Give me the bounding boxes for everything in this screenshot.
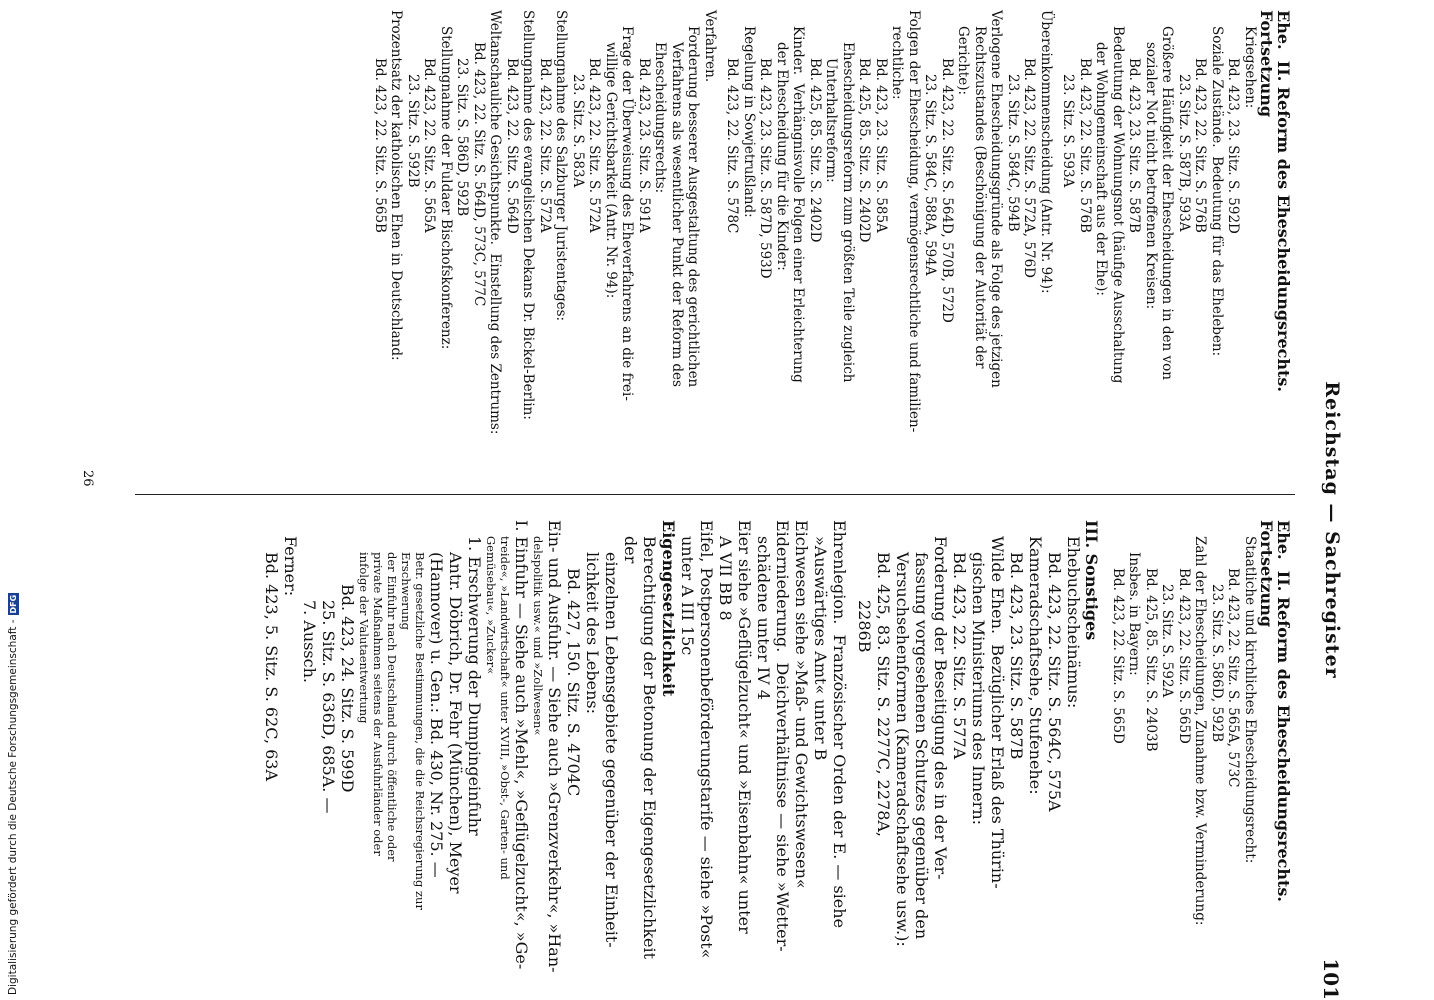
index-entry-line: Gemüsebau«, »Zucker«	[484, 536, 498, 675]
index-entry-line: Bd. 423, 23. Sitz. S. 592D	[1225, 58, 1242, 234]
rotated-document-page	[55, 0, 1345, 1000]
right-column	[262, 520, 1295, 988]
index-entry-line: lichkeit des Lebens:	[583, 552, 602, 715]
index-entry-line: 2286B	[855, 600, 874, 653]
dfg-logo-icon: DFG	[8, 594, 18, 614]
index-entry-line: Bd. 423, 23. Sitz. S. 585A	[873, 58, 889, 233]
index-entry-line: Eifel, Postpersonenbeförderungstarife — siehe »Post«	[697, 520, 716, 959]
index-entry-line: 1. Erschwerung der Dumpingeinfuhr	[465, 536, 484, 836]
index-entry-line: Bd. 425, 85. Sitz. S. 2402D	[807, 58, 823, 243]
index-entry-line: 23. Sitz. S. 584C, 588A, 594A	[922, 74, 939, 276]
index-entry-line: 7. Aussch.	[300, 600, 319, 683]
index-entry-line: 25. Sitz. S. 636D, 685A. —	[319, 600, 338, 814]
index-entry-line: Folgen der Ehescheidung, vermögensrechtliche und familien-	[906, 10, 922, 433]
left-column	[372, 10, 1296, 478]
index-entry-line: Übereinkommenscheidung (Antr. Nr. 94):	[1038, 10, 1054, 294]
index-entry-line: Rechtszustandes (Beschönigung der Autorität der	[972, 26, 988, 369]
index-entry-line: sozialer Not nicht betroffenen Kreisen:	[1143, 42, 1159, 310]
index-entry-line: 23. Sitz. S. 586D, 592B	[1209, 584, 1225, 743]
index-entry-line: Bd. 423, 22. Sitz. S. 572A	[586, 58, 603, 233]
index-entry-line: Bd. 423, 22. Sitz. S. 564D, 570B, 572D	[939, 58, 955, 323]
index-entry-line: »Auswärtiges Amt« unter B	[811, 536, 830, 761]
index-entry-line: Bd. 423, 23. Sitz. S. 587D, 593D	[757, 58, 774, 279]
index-entry-line: 23. Sitz. S. 592B	[405, 74, 421, 188]
index-entry-line: Bd. 423, 22. Sitz. S. 572A, 576D	[1021, 58, 1038, 278]
index-entry-line: Bd. 423, 22. Sitz. S. 564D	[504, 58, 520, 234]
index-entry-line: willige Gerichtsbarkeit (Antr. Nr. 94):	[603, 42, 619, 299]
section-heading: III. Sonstiges	[1082, 520, 1102, 641]
index-entry-line: Verfahrens als wesentlicher Punkt der Reform des	[669, 42, 685, 387]
index-entry-line: der Wohngemeinschaft aus der Ehe):	[1093, 42, 1110, 296]
index-entry-line: Bd. 427, 150. Sitz. S. 4704C	[564, 568, 583, 797]
index-entry-line: A VII BB 8	[716, 536, 735, 621]
index-entry-line: der Einfuhr nach Deutschland durch öffentliche oder	[385, 552, 399, 862]
index-entry-line: Ehrenlegion. Französischer Orden der E. — siehe	[830, 520, 849, 929]
index-entry-line: Bd. 423, 22. Sitz. S. 577A	[950, 552, 969, 760]
running-title: Reichstag — Sachregister	[1321, 381, 1343, 679]
index-entry-line: 23. Sitz. S. 587B, 593A	[1176, 74, 1192, 232]
index-entry-line: Staatliche und kirchliches Ehescheidungsrecht:	[1242, 536, 1258, 864]
index-entry-line: Bd. 423, 22. Sitz. S. 578C	[724, 58, 741, 234]
index-entry-line: Gerichte):	[955, 26, 972, 96]
index-entry-line: Bd. 423, 22. Sitz. S. 565B	[372, 58, 388, 233]
index-entry-line: Bd. 423, 23. Sitz. S. 587B	[1126, 58, 1143, 233]
digitization-credit-strip	[2, 594, 20, 995]
index-entry-line: Frage der Überweisung des Eheverfahrens an die frei-	[619, 26, 636, 401]
index-entry-line: Bedeutung der Wohnungsnot (häufige Ausschaltung	[1110, 26, 1126, 384]
index-entry-line: Ein- und Ausfuhr. — Siehe auch »Grenzverkehr«, »Han-	[545, 520, 564, 973]
index-entry-line: Bd. 423, 22. Sitz. S. 565D	[1110, 568, 1126, 744]
index-entry-line: unter A III 15c	[678, 536, 697, 656]
index-entry-line: infolge der Valutaentwertung	[357, 552, 371, 724]
index-entry-line: Forderung der Beseitigung des in der Ver-	[931, 536, 950, 880]
index-entry-line: Eichwesen siehe »Maß- und Gewichtswesen«	[792, 520, 811, 889]
index-entry-line: Stellungnahme der Fuldaer Bischofskonferenz:	[438, 26, 454, 350]
index-entry-line: Stellungnahme des Salzburger Juristentages:	[553, 10, 570, 322]
index-entry-line: Bd. 423, 22. Sitz. S. 565A, 573C	[1225, 568, 1242, 788]
index-entry-line: Antr. Döbrich, Dr. Fehr (München), Meyer	[446, 552, 465, 894]
index-entry-line: Bd. 423, 24. Sitz. S. 599D	[338, 584, 357, 793]
index-entry-line: Kameradschaftsehe, Stufenehe:	[1026, 536, 1045, 795]
index-entry-line: Bd. 423, 22. Sitz. S. 565D	[1176, 568, 1192, 744]
index-entry-line: Berechtigung der Betonung der Eigengesetzlichkeit der	[621, 536, 659, 965]
spacer	[849, 520, 855, 988]
index-entry-line: gischen Ministeriums des Innern:	[969, 552, 988, 826]
index-entry-line: Ehescheidungsrechts:	[652, 42, 669, 194]
index-entry-line: Stellungnahme des evangelischen Dekans Dr. Bickel-Berlin:	[520, 10, 537, 420]
index-entry-line: Bd. 425, 85. Sitz. S. 2403B	[1143, 568, 1159, 752]
index-entry-line: Bd. 423, 5. Sitz. S. 62C, 63A	[262, 552, 281, 782]
index-entry-line: Bd. 425, 83. Sitz. S. 2277C, 2278A,	[874, 552, 893, 838]
index-entry-line: Eiderniederung. Deichverhältnisse — siehe »Wetter-	[773, 520, 792, 952]
index-entry-line: Bd. 423, 22. Sitz. S. 572A	[537, 58, 553, 233]
index-entry-line: Unterhaltsreform:	[823, 58, 840, 183]
index-entry-line: 23. Sitz. S. 584C, 594B	[1005, 74, 1021, 232]
index-entry-line: 23. Sitz. S. 592A	[1159, 584, 1176, 698]
column-divider	[135, 494, 1295, 495]
index-entry-line: Bd. 423, 23. Sitz. S. 591A	[636, 58, 652, 233]
index-entry-line: delspolitik usw.« und »Zollwesen«	[531, 536, 545, 736]
index-entry-line: Regelung in Sowjetrußland:	[741, 26, 757, 218]
index-entry-line: I. Einfuhr — Siehe auch »Mehl«, »Geflügelzucht«, »Ge-	[512, 520, 531, 970]
index-entry-line: Bd. 423, 22. Sitz. S. 565A	[421, 58, 438, 233]
index-entry-line: Versuchsehenformen (Kameradschaftsehe usw.):	[893, 552, 912, 947]
section-heading: Ehe. II. Reform des Ehescheidungsrechts. Fortsetzung	[1257, 520, 1293, 908]
section-heading: Ehe. II. Reform des Ehescheidungsrechts. Fortsetzung	[1257, 10, 1293, 398]
page-header	[1305, 0, 1345, 1000]
index-entry-line: Eier siehe »Geflügelzucht« und »Eisenbahn« unter	[735, 520, 754, 934]
index-entry-line: Soziale Zustände. Bedeutung für das Eheleben:	[1209, 26, 1225, 357]
page-number: 101	[1319, 958, 1343, 1000]
index-entry-line: Bd. 423, 22. Sitz. S. 564D, 573C, 577C	[471, 42, 487, 307]
index-entry-line: private Maßnahmen seitens der Ausfuhrländer oder	[371, 552, 385, 856]
index-entry-line: einzelnen Lebensgebiete gegenüber der Einheit-	[602, 552, 621, 948]
index-entry-line: Wilde Ehen. Bezüglicher Erlaß des Thürin-	[988, 536, 1007, 889]
index-entry-line: Bd. 423, 22. Sitz. S. 576B	[1077, 58, 1093, 233]
index-entry-line: Größere Häufigkeit der Ehescheidungen in den von	[1159, 26, 1176, 380]
index-entry-line: Forderung besserer Ausgestaltung des gerichtlichen	[685, 26, 702, 388]
credit-text: Digitalisierung gefördert durch die Deutsche Forschungsgemeinschaft -	[7, 619, 19, 995]
index-entry-line: Prozentsatz der katholischen Ehen in Deutschland:	[388, 10, 405, 361]
index-entry-line: Eigengesetzlichkeit	[659, 520, 678, 697]
index-entry-line: 23. Sitz. S. 583A	[570, 74, 586, 188]
index-entry-line: 23. Sitz. S. 593A	[1060, 74, 1077, 188]
index-entry-line: Ehescheidungsreform zum größten Teile zugleich	[840, 42, 856, 383]
index-entry-line: 23. Sitz. S. 586D, 592B	[454, 58, 471, 217]
index-entry-line: Bd. 425, 85. Sitz. S. 2402D	[856, 58, 873, 243]
index-entry-line: fassung vorgesehenen Schutzes gegenüber den	[912, 552, 931, 940]
index-entry-line: Verfahren.	[702, 10, 718, 83]
index-entry-line: Kinder. Verhängnisvolle Folgen einer Erleichterung	[790, 26, 807, 383]
index-entry-line: Kriegsehen:	[1242, 26, 1258, 109]
index-entry-line: schädene unter IV 4	[754, 536, 773, 700]
index-entry-line: Bd. 423, 22. Sitz. S. 576B	[1192, 58, 1209, 233]
index-entry-line: rechtliche:	[889, 26, 906, 100]
index-entry-line: Ehebuchscheinämus:	[1064, 536, 1083, 709]
index-entry-line: Bd. 423, 23. Sitz. S. 587B	[1007, 552, 1026, 760]
footer-number: 26	[80, 470, 95, 487]
index-entry-line: Betr. gesetzliche Bestimmungen, die die Reichsregierung zur Erschwerung	[399, 552, 427, 914]
index-entry-line: (Hannover) u. Gen.: Bd. 430, Nr. 275. —	[427, 552, 446, 878]
index-entry-line: Bd. 423, 22. Sitz. S. 564C, 575A	[1045, 552, 1064, 812]
index-entry-line: der Ehescheidung für die Kinder:	[774, 42, 790, 271]
index-entry-line: Verlogene Ehescheidungsgründe als Folge des jetzigen	[988, 10, 1005, 388]
index-entry-line: Ferner:	[281, 536, 300, 597]
index-entry-line: Weltanschauliche Gesichtspunkte. Einstellung des Zentrums:	[487, 10, 504, 435]
index-entry-line: Insbes. in Bayern:	[1126, 552, 1143, 676]
credit-line	[4, 594, 22, 995]
index-entry-line: treide«, »Landwirtschaft« unter XVIII, »Obst-, Garten- und	[498, 536, 512, 880]
index-entry-line: Zahl der Ehescheidungen, Zunahme bzw. Verminderung:	[1192, 536, 1209, 926]
